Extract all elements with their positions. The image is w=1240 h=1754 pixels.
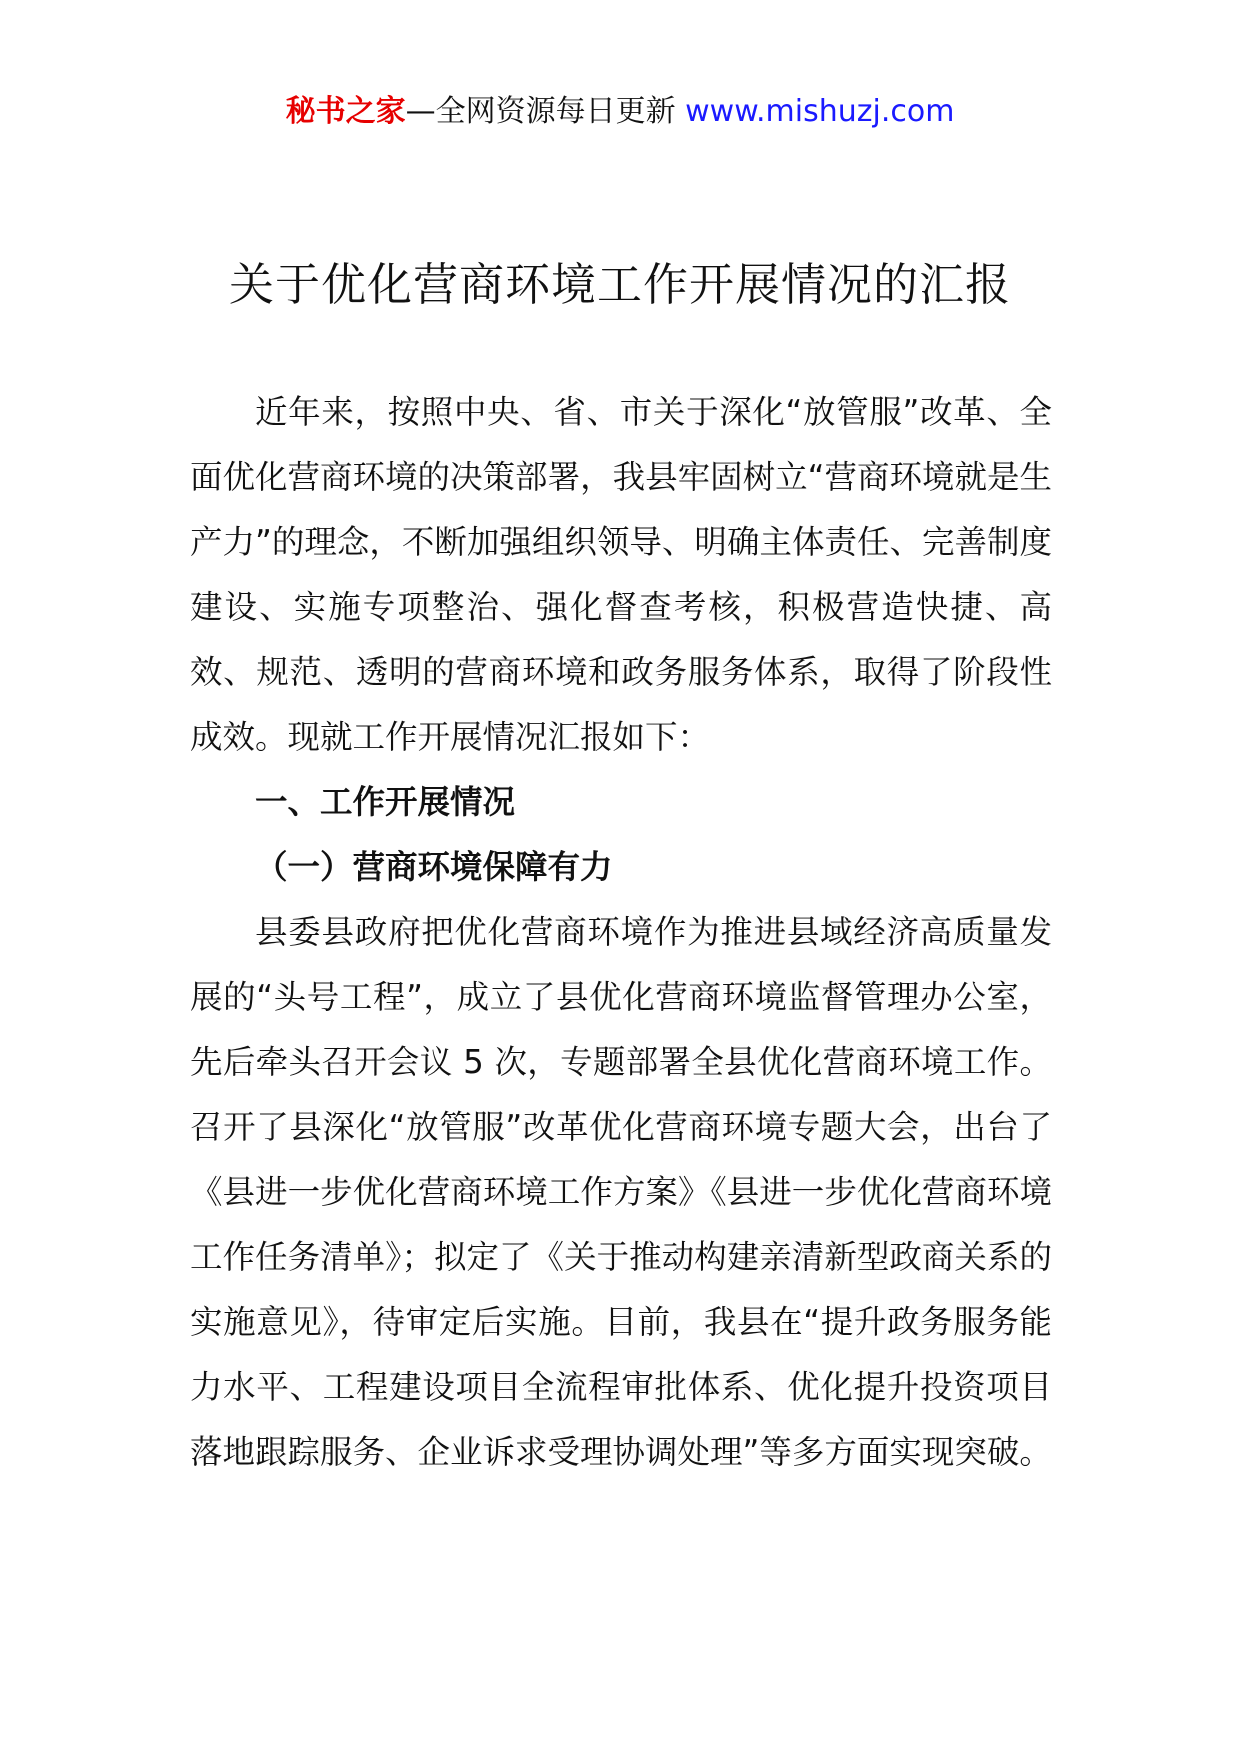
site-header bbox=[0, 92, 1240, 132]
section-heading: 一、工作开展情况 bbox=[255, 783, 516, 821]
subsection-heading: （一）营商环境保障有力 bbox=[255, 848, 613, 886]
site-url-link[interactable]: www.mishuzj.com bbox=[685, 94, 955, 129]
intro-paragraph: 近年来，按照中央、省、市关于深化“放管服”改革、全面优化营商环境的决策部署，我县牢固树立“营商环境就是生产力”的理念，不断加强组织领导、明确主体责任、完善制度建设、实施专项整治、强化督查考核，积极营造快捷、高效、规范、透明的营商环境和政务服务体系，取得了阶段性成效。现就工作开展情况汇报如下： bbox=[190, 393, 1052, 756]
body-paragraph: 县委县政府把优化营商环境作为推进县域经济高质量发展的“头号工程”，成立了县优化营商环境监督管理办公室，先后牵头召开会议 5 次，专题部署全县优化营商环境工作。召开了县深化“放管服”改革优化营商环境专题大会，出台了《县进一步优化营商环境工作方案》《县进一步优化营商环境工作任务清单》；拟定了《关于推动构建亲清新型政商关系的实施意见》，待审定后实施。目前，我县在“提升政务服务能力水平、工程建设项目全流程审批体系、优化提升投资项目落地跟踪服务、企业诉求受理协调处理”等多方面实现突破。 bbox=[190, 913, 1052, 1471]
site-tagline: —全网资源每日更新 bbox=[405, 94, 686, 129]
site-brand: 秘书之家 bbox=[285, 94, 406, 129]
document-title: 关于优化营商环境工作开展情况的汇报 bbox=[228, 258, 1011, 311]
